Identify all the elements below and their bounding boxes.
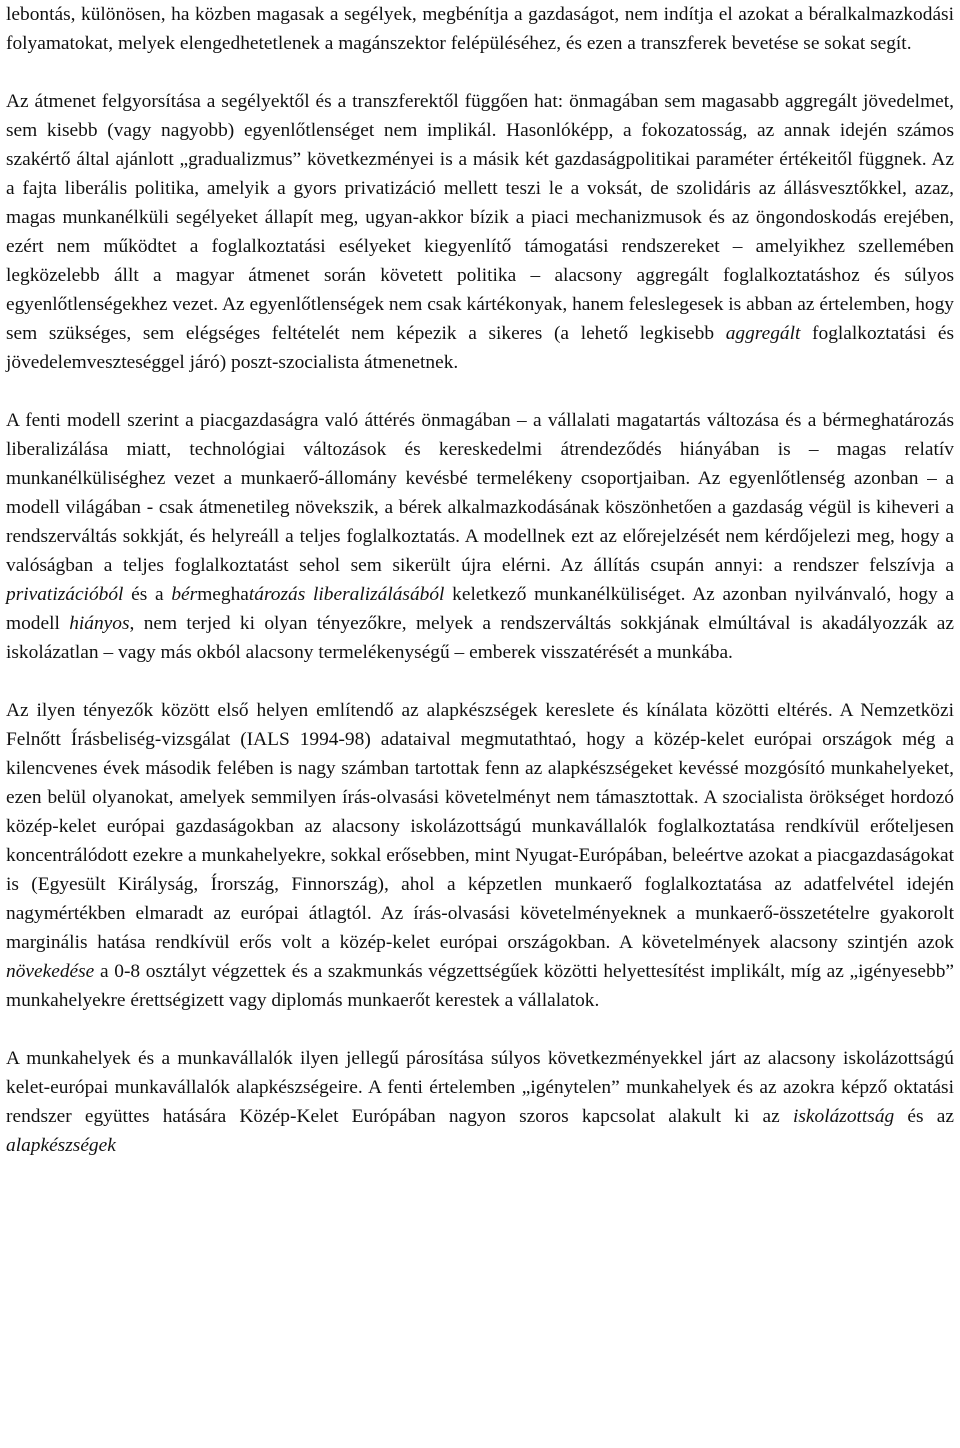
text-run: A fenti modell szerint a piacgazdaságra való áttérés önmagában – a vállalati magatartás változása és a bérmeghatározás liberalizálása miatt, technológiai változások és kereskedelmi átrendeződés hiányában is – magas relatív munkanélküliséghez vezet a munkaerő-állomány kevésbé termelékeny csoportjaiban. Az egyenlőtlenség azonban – a modell világában - csak átmenetileg növekszik, a bérek alkalmazkodásának köszönhetően a gazdaság végül is kiheveri a rendszerváltás sokkját, és helyreáll a teljes foglalkoztatás. A modellnek ezt az előrejelzését nem kérdőjelezi meg, hogy a valóságban a teljes foglalkoztatást sehol sem sikerült újra elérni. Az állítás csupán annyi: a rendszer felszívja a (6, 410, 954, 576)
italic-text: bér (171, 584, 198, 605)
text-run: lebontás, különösen, ha közben magasak a segélyek, megbénítja a gazdaságot, nem indítja el azokat a béralkalmazkodási folyamatokat, melyek elengedhetetlenek a magánszektor felépüléséhez, és ezen a transzferek bevetése se sokat segít. (6, 4, 954, 54)
italic-text: iskolázottság (792, 1106, 895, 1127)
body-paragraph (6, 0, 954, 58)
text-run: megha (197, 584, 249, 605)
body-paragraph (6, 696, 954, 1015)
body-paragraph (6, 1044, 954, 1160)
italic-text: hiányos (69, 613, 130, 634)
italic-text: növekedése (6, 961, 95, 982)
text-run: foglalkoztatási és jövedelemveszteséggel járó) poszt-szocialista átmenetnek. (6, 323, 954, 373)
text-run: A munkahelyek és a munkavállalók ilyen jellegű párosítása súlyos következményekkel járt az alacsony iskolázottságú kelet-európai munkavállalók alapkészségeire. A fenti értelemben „igénytelen” munkahelyek és az azokra képző oktatási rendszer együttes hatására Közép-Kelet Európában nagyon szoros kapcsolat alakult ki az (6, 1048, 954, 1127)
body-paragraph (6, 406, 954, 667)
italic-text: aggregált (725, 323, 801, 344)
italic-text: privatizációból (6, 584, 124, 605)
text-run: és az (894, 1106, 954, 1127)
italic-text: alapkészségek (6, 1135, 116, 1156)
text-run: Az ilyen tényezők között első helyen említendő az alapkészségek kereslete és kínálata közötti eltérés. A Nemzetközi Felnőtt Írásbeliség-vizsgálat (IALS 1994-98) adataival megmutathtaó, hogy a közép-kelet európai országok még a kilencvenes évek második felében is nagy számban tartottak fenn az alapkészségeket kevéssé mozgósító munkahelyeket, ezen belül olyanokat, amelyek semmilyen írás-olvasási követelményt nem támasztottak. A szocialista örökséget hordozó közép-kelet európai gazdaságokban az alacsony iskolázottságú munkavállalók foglalkoztatása rendkívül erőteljesen koncentrálódott ezekre a munkahelyekre, sokkal erősebben, mint Nyugat-Európában, beleértve azokat a piacgazdaságokat is (Egyesült Királyság, Írország, Finnország), ahol a képzetlen munkaerő foglalkoztatása az adatfelvétel idején nagymértékben elmaradt az európai átlagtól. Az írás-olvasási követelményeknek a munkaerő-összetételre gyakorolt marginális hatása rendkívül erős volt a közép-kelet európai országokban. A követelmények alacsony szintjén azok (6, 700, 954, 953)
text-run: keletkező munkanélküliséget. Az azonban nyilvánvaló, hogy a modell (6, 584, 954, 634)
body-paragraph (6, 87, 954, 377)
italic-text: tározás liberalizálásából (248, 584, 445, 605)
text-run: és a (123, 584, 172, 605)
text-run: , nem terjed ki olyan tényezőkre, melyek a rendszerváltás sokkjának elmúltával is akadályozzák az iskolázatlan – vagy más okból alacsony termelékenységű – emberek visszatérését a munkába. (6, 613, 955, 663)
text-run: Az átmenet felgyorsítása a segélyektől és a transzferektől függően hat: önmagában sem magasabb aggregált jövedelmet, sem kisebb (vagy nagyobb) egyenlőtlenséget nem implikál. Hasonlóképp, a fokozatosság, az annak idején számos szakértő által ajánlott „gradualizmus” következményei is a másik két gazdaságpolitikai paraméter értékeitől függnek. Az a fajta liberális politika, amelyik a gyors privatizáció mellett teszi le a voksát, de szolidáris az állásvesztőkkel, azaz, magas munkanélküli segélyeket állapít meg, ugyan-akkor bízik a piaci mechanizmusok és az öngondoskodás erejében, ezért nem működtet a foglalkoztatási esélyeket kiegyenlítő támogatási rendszereket – amelyikhez szellemében legközelebb állt a magyar átmenet során követett politika – alacsony aggregált foglalkoztatáshoz és súlyos egyenlőtlenségekhez vezet. Az egyenlőtlenségek nem csak kártékonyak, hanem feleslegesek is abban az értelemben, hogy sem szükséges, sem elégséges feltételét nem képezik a sikeres (a lehető legkisebb (6, 91, 954, 344)
text-run: a 0-8 osztályt végzettek és a szakmunkás végzettségűek közötti helyettesítést implikált, míg az „igényesebb” munkahelyekre érettségizett vagy diplomás munkaerőt kerestek a vállalatok. (6, 961, 954, 1011)
